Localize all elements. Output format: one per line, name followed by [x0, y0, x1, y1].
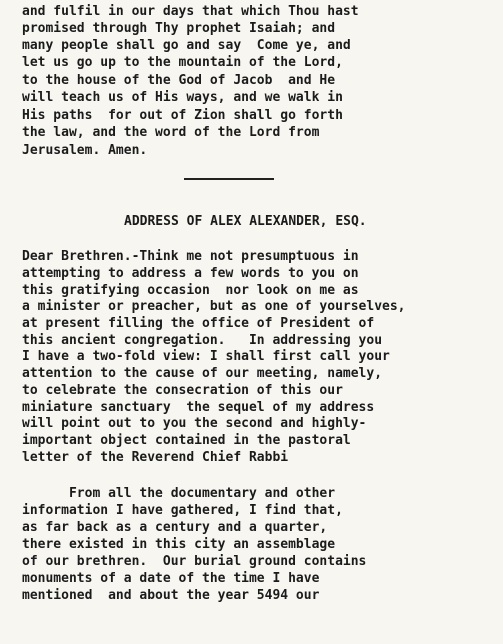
text-line: information I have gathered, I find that, — [22, 503, 343, 518]
text-line: as far back as a century and a quarter, — [22, 520, 328, 535]
address-heading: ADDRESS OF ALEX ALEXANDER, ESQ. — [124, 214, 367, 229]
text-line: Dear Brethren.-Think me not presumptuous in — [22, 249, 359, 264]
text-line: to celebrate the consecration of this our — [22, 383, 343, 398]
text-line: promised through Thy prophet Isaiah; and — [22, 21, 336, 36]
text-line: there existed in this city an assemblage — [22, 537, 336, 552]
text-line: important object contained in the pastoral — [22, 433, 351, 448]
text-line: of our brethren. Our burial ground contains — [22, 554, 367, 569]
text-line: From all the documentary and other — [22, 486, 336, 501]
text-line: Jerusalem. Amen. — [22, 143, 148, 158]
text-line: attention to the cause of our meeting, namely, — [22, 366, 383, 381]
text-line: His paths for out of Zion shall go forth — [22, 108, 343, 123]
text-line: I have a two-fold view: I shall first call your — [22, 349, 390, 364]
text-line: mentioned and about the year 5494 our — [22, 588, 320, 603]
text-line: many people shall go and say Come ye, and — [22, 38, 351, 53]
text-line: this gratifying occasion nor look on me as — [22, 283, 359, 298]
text-line: miniature sanctuary the sequel of my address — [22, 400, 375, 415]
text-line: let us go up to the mountain of the Lord, — [22, 55, 343, 70]
text-line: to the house of the God of Jacob and He — [22, 73, 336, 88]
text-line: this ancient congregation. In addressing you — [22, 333, 383, 348]
text-line: letter of the Reverend Chief Rabbi — [22, 450, 289, 465]
text-line: will point out to you the second and highly- — [22, 416, 367, 431]
text-line: attempting to address a few words to you on — [22, 266, 359, 281]
text-line: a minister or preacher, but as one of yourselves, — [22, 299, 406, 314]
text-line: and fulfil in our days that which Thou hast — [22, 4, 359, 19]
section-divider — [184, 178, 274, 180]
text-line: monuments of a date of the time I have — [22, 571, 320, 586]
text-line: at present filling the office of President of — [22, 316, 375, 331]
text-line: the law, and the word of the Lord from — [22, 125, 320, 140]
text-line: will teach us of His ways, and we walk in — [22, 90, 343, 105]
